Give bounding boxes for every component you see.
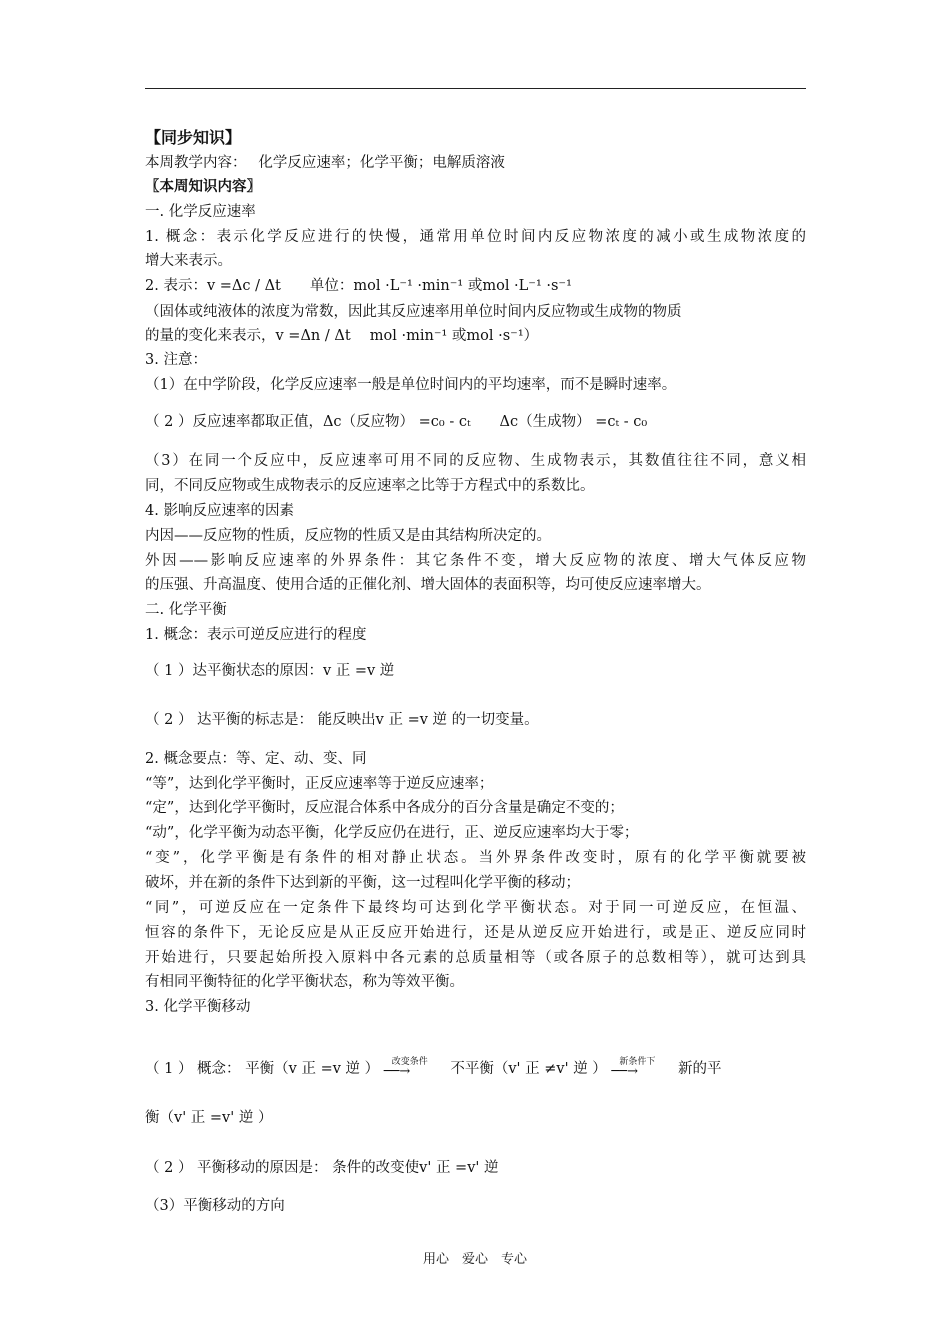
text-line: 内因——反应物的性质，反应物的性质又是由其结构所决定的。 — [145, 528, 551, 544]
equilibrium-shift-line — [145, 1059, 806, 1079]
right-arrow-icon: ──→ — [383, 1064, 411, 1079]
section-title: 【同步知识】 — [145, 128, 242, 147]
knowledge-heading: 〖本周知识内容〗 — [145, 179, 261, 195]
arrow-new-condition — [611, 1059, 673, 1079]
text-line: （3）在同一个反应中，反应速率可用不同的反应物、生成物表示，其数值往往不同，意义相 — [145, 453, 806, 469]
page-footer: 用心 爱心 专心 — [422, 1252, 527, 1267]
header-rule — [145, 88, 806, 89]
text-line: “同”，可逆反应在一定条件下最终均可达到化学平衡状态。对于同一可逆反应，在恒温、 — [145, 900, 806, 916]
formula-line: （ 2 ）反应速率都取正值，Δc（反应物） =c₀ - cₜ Δc（生成物） =cₜ - c₀ — [145, 414, 648, 430]
text-line: 外因——影响反应速率的外界条件：其它条件不变，增大反应物的浓度、增大气体反应物 — [145, 553, 806, 569]
text-line: （1）在中学阶段，化学反应速率一般是单位时间内的平均速率，而不是瞬时速率。 — [145, 377, 677, 393]
text-line: 破坏，并在新的条件下达到新的平衡，这一过程叫化学平衡的移动； — [145, 875, 580, 891]
text-line: 恒容的条件下，无论反应是从正反应开始进行，还是从逆反应开始进行，或是正、逆反应同时 — [145, 925, 806, 941]
formula-line: （ 1 ）达平衡状态的原因：v 正 =v 逆 — [145, 663, 395, 679]
text-line: “动”，化学平衡为动态平衡，化学反应仍在进行，正、逆反应速率均大于零； — [145, 825, 639, 841]
text-line: “定”，达到化学平衡时，反应混合体系中各成分的百分含量是确定不变的； — [145, 800, 624, 816]
formula-line: （ 2 ） 平衡移动的原因是： 条件的改变使v' 正 =v' 逆 — [145, 1160, 499, 1176]
heading-equilibrium: 二. 化学平衡 — [145, 602, 227, 618]
unbalanced-part: 不平衡（v' 正 ≠v' 逆 ） — [450, 1061, 607, 1077]
text-line: 3. 化学平衡移动 — [145, 999, 251, 1015]
right-arrow-icon: ──→ — [611, 1064, 638, 1079]
text-line: 增大来表示。 — [145, 253, 232, 269]
text-line: 2. 概念要点：等、定、动、变、同 — [145, 751, 367, 767]
new-balance-part: 新的平 — [678, 1061, 722, 1077]
text-line: 3. 注意： — [145, 352, 207, 368]
text-line: 4. 影响反应速率的因素 — [145, 503, 294, 519]
text-line: 有相同平衡特征的化学平衡状态，称为等效平衡。 — [145, 974, 464, 990]
text-line: （3）平衡移动的方向 — [145, 1198, 285, 1214]
text-line: 的压强、升高温度、使用合适的正催化剂、增大固体的表面积等，均可使反应速率增大。 — [145, 577, 711, 593]
text-line: 同，不同反应物或生成物表示的反应速率之比等于方程式中的系数比。 — [145, 478, 595, 494]
formula-line: 2. 表示：v =Δc / Δt 单位：mol ·L⁻¹ ·min⁻¹ 或mol ·L⁻¹ ·s⁻¹ — [145, 278, 572, 294]
formula-line: 衡（v' 正 =v' 逆 ） — [145, 1110, 273, 1126]
week-content-line: 本周教学内容： 化学反应速率；化学平衡；电解质溶液 — [145, 155, 505, 171]
heading-reaction-rate: 一. 化学反应速率 — [145, 204, 256, 220]
concept-part: （ 1 ） 概念： 平衡（v 正 =v 逆 ） — [145, 1061, 380, 1077]
text-line: 开始进行，只要起始所投入原料中各元素的总质量相等（或各原子的总数相等），就可达到具 — [145, 950, 806, 966]
text-line: 1. 概念：表示可逆反应进行的程度 — [145, 627, 367, 643]
text-line: “等”，达到化学平衡时，正反应速率等于逆反应速率； — [145, 776, 494, 792]
text-line: （固体或纯液体的浓度为常数，因此其反应速率用单位时间内反应物或生成物的物质 — [145, 304, 682, 320]
arrow-label: 改变条件 — [391, 1057, 428, 1067]
arrow-label: 新条件下 — [619, 1057, 656, 1067]
formula-line: 的量的变化来表示，v =Δn / Δt mol ·min⁻¹ 或mol ·s⁻¹） — [145, 328, 539, 344]
text-line: 1. 概念：表示化学反应进行的快慢，通常用单位时间内反应物浓度的减小或生成物浓度的 — [145, 229, 806, 245]
text-line: “变”，化学平衡是有条件的相对静止状态。当外界条件改变时，原有的化学平衡就要被 — [145, 850, 806, 866]
formula-line: （ 2 ） 达平衡的标志是： 能反映出v 正 =v 逆 的一切变量。 — [145, 712, 539, 728]
arrow-change-condition — [384, 1059, 446, 1079]
